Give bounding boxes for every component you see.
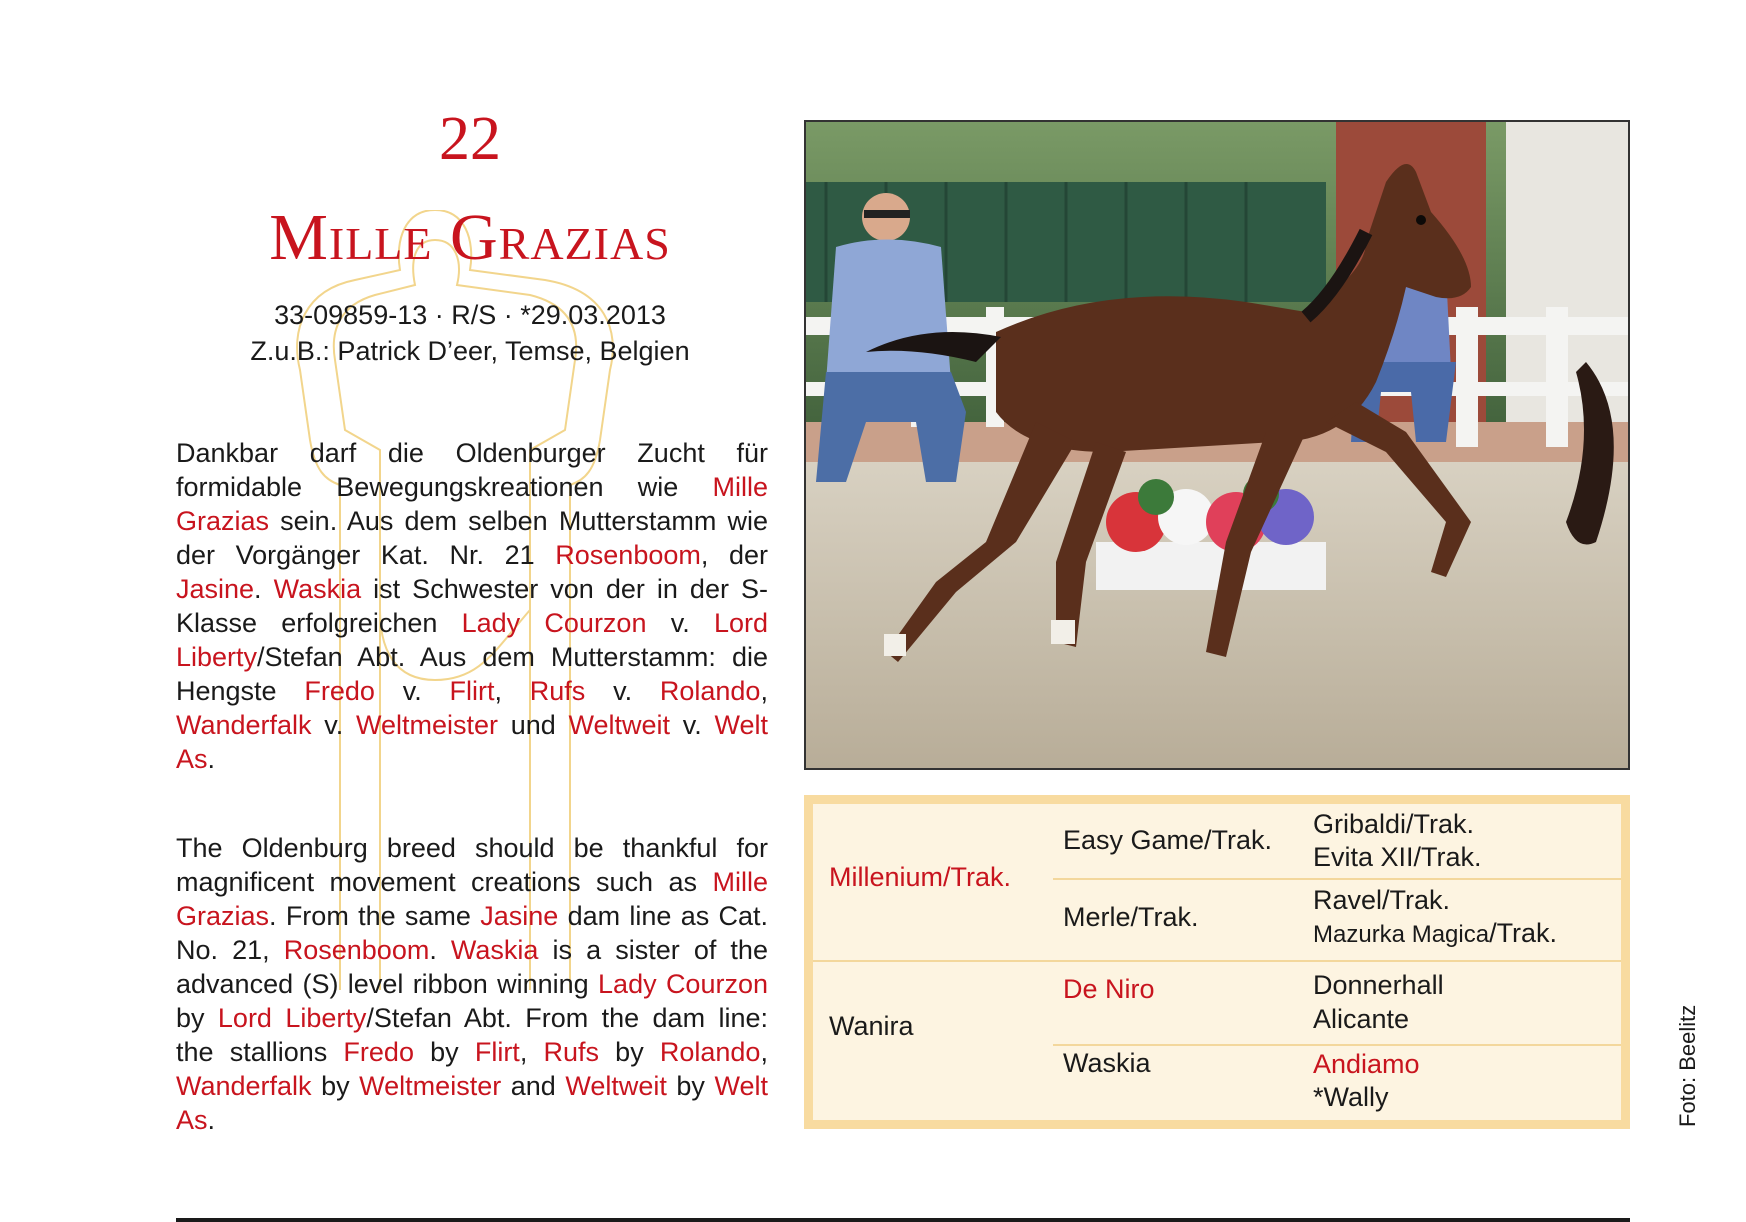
pedigree-ggp-3b: Alicante	[1313, 1004, 1410, 1034]
highlighted-name: Mille Grazias	[176, 867, 768, 931]
text-segment: , der	[700, 540, 768, 570]
highlighted-name: Waskia	[450, 935, 539, 965]
text-segment: v.	[311, 710, 356, 740]
text-segment: v.	[374, 676, 450, 706]
horse-photo	[804, 120, 1630, 770]
highlighted-name: Rufs	[529, 676, 586, 706]
highlighted-name: Welt As	[176, 1071, 768, 1135]
highlighted-name: Weltmeister	[356, 710, 499, 740]
highlighted-name: Wanderfalk	[176, 710, 312, 740]
text-segment: by	[599, 1037, 660, 1067]
highlighted-name: Welt As	[176, 710, 768, 774]
text-segment: dam line as Cat. No. 21,	[176, 901, 769, 965]
pedigree-divider	[1053, 878, 1621, 880]
highlighted-name: Flirt	[474, 1037, 520, 1067]
highlighted-name: Lady Courzon	[461, 608, 647, 638]
text-segment: ist Schwester von der in der S-Klasse erfolgreichen	[176, 574, 768, 638]
text-segment: ,	[519, 1037, 544, 1067]
text-segment: ,	[760, 1037, 768, 1067]
text-segment: v.	[646, 608, 714, 638]
highlighted-name: Wanderfalk	[176, 1071, 312, 1101]
pedigree-ggp-4a: Andiamo	[1313, 1049, 1420, 1079]
text-segment: .	[207, 744, 216, 774]
pedigree-ggp-2a: Ravel/Trak.	[1313, 885, 1451, 915]
text-segment: und	[498, 710, 569, 740]
description-german	[176, 436, 768, 776]
text-segment: v.	[585, 676, 660, 706]
pedigree-ggp-1a: Gribaldi/Trak.	[1313, 809, 1475, 839]
registration-line: 33-09859-13 · R/S · *29.03.2013	[274, 300, 666, 330]
pedigree-sire-dam: Merle/Trak.	[1063, 902, 1199, 932]
text-segment: Dankbar darf die Oldenburger Zucht für formidable Bewegungskreationen wie	[176, 438, 768, 502]
highlighted-name: Lord Liberty	[176, 608, 768, 672]
text-segment: . From the same	[269, 901, 481, 931]
pedigree-sire-sire: Easy Game/Trak.	[1063, 825, 1273, 855]
highlighted-name: Rosenboom	[555, 540, 701, 570]
photo-credit: Foto: Beelitz	[1675, 1004, 1700, 1127]
text-segment: v.	[670, 710, 715, 740]
pedigree-dam-sire: De Niro	[1063, 974, 1155, 1004]
pedigree-ggp-4b: *Wally	[1313, 1082, 1389, 1112]
highlighted-name: Rolando	[659, 1037, 761, 1067]
pedigree-ggp-2b-name: Mazurka Magica	[1313, 921, 1490, 948]
highlighted-name: Weltmeister	[359, 1071, 502, 1101]
text-segment: ,	[494, 676, 530, 706]
highlighted-name: Lady Courzon	[598, 969, 768, 999]
pedigree-sire: Millenium/Trak.	[829, 862, 1012, 892]
description-english	[176, 831, 768, 1137]
pedigree-ggp-2b-suffix: /Trak.	[1489, 918, 1558, 948]
pedigree-dam: Wanira	[829, 1011, 914, 1041]
text-segment: /Stefan Abt. From the dam line: the stallions	[176, 1003, 768, 1067]
breeder-line: Z.u.B.: Patrick D’eer, Temse, Belgien	[250, 336, 690, 366]
horse-photo-illustration	[806, 122, 1628, 768]
highlighted-name: Fredo	[304, 676, 375, 706]
text-segment: is a sister of the advanced (S) level ribbon winning	[176, 935, 768, 999]
lot-number: 22	[439, 105, 501, 173]
text-segment: The Oldenburg breed should be thankful for magnificent movement creations such as	[176, 833, 768, 897]
pedigree-ggp-1b: Evita XII/Trak.	[1313, 842, 1482, 872]
highlighted-name: Mille Grazias	[176, 472, 768, 536]
text-segment: by	[311, 1071, 360, 1101]
highlighted-name: Rosenboom	[283, 935, 430, 965]
highlighted-name: Jasine	[176, 574, 255, 604]
highlighted-name: Fredo	[343, 1037, 414, 1067]
highlighted-name: Rufs	[543, 1037, 600, 1067]
highlighted-name: Waskia	[273, 574, 362, 604]
pedigree-dam-dam: Waskia	[1063, 1048, 1151, 1078]
text-segment: /Stefan Abt. Aus dem Mutterstamm: die Hengste	[176, 642, 768, 706]
pedigree-table	[804, 795, 1630, 1129]
highlighted-name: Weltweit	[565, 1071, 667, 1101]
highlighted-name: Jasine	[480, 901, 559, 931]
text-segment: .	[254, 574, 274, 604]
horse-name: Mille Grazias	[269, 201, 671, 274]
pedigree-ggp-2b	[1313, 916, 1557, 952]
text-segment: ,	[760, 676, 768, 706]
text-segment: sein. Aus dem selben Mutterstamm wie der Vorgänger Kat. Nr. 21	[176, 506, 768, 570]
highlighted-name: Weltweit	[568, 710, 671, 740]
pedigree-divider	[813, 960, 1621, 962]
text-segment: .	[429, 935, 451, 965]
highlighted-name: Rolando	[659, 676, 761, 706]
highlighted-name: Lord Liberty	[217, 1003, 367, 1033]
text-segment: by	[666, 1071, 715, 1101]
highlighted-name: Flirt	[449, 676, 495, 706]
text-segment: by	[413, 1037, 475, 1067]
text-segment: .	[207, 1105, 216, 1135]
bottom-rule	[176, 1218, 1630, 1222]
text-segment: by	[176, 1003, 218, 1033]
pedigree-inner	[813, 804, 1621, 1120]
text-segment: and	[501, 1071, 566, 1101]
pedigree-ggp-3a: Donnerhall	[1313, 970, 1444, 1000]
